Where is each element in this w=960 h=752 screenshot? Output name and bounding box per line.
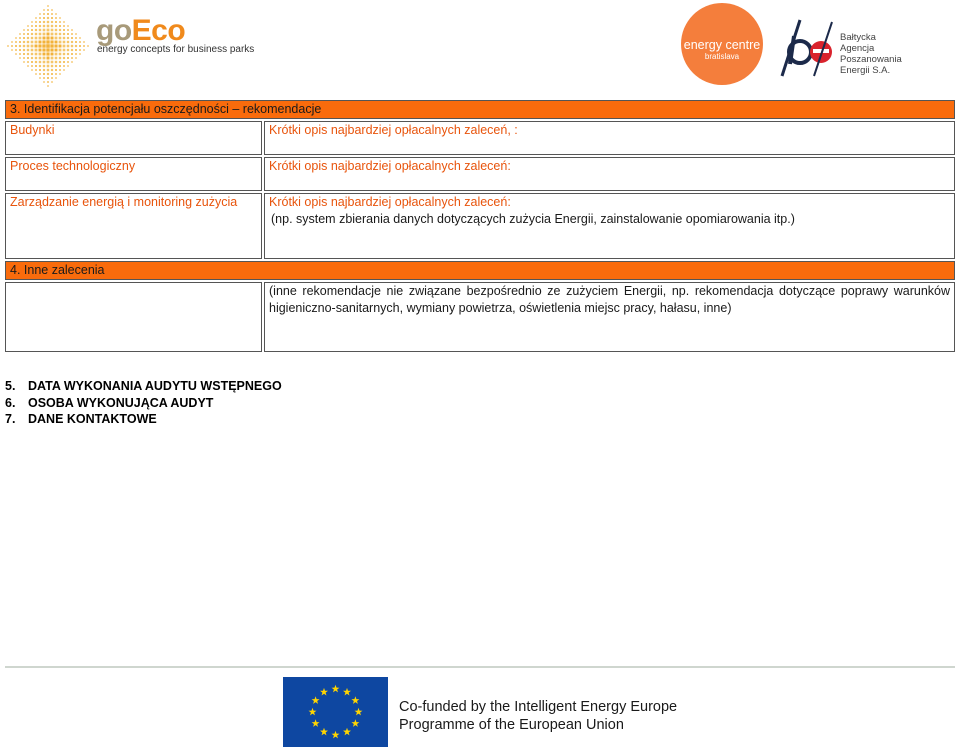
section-4-text: (inne rekomendacje nie związane bezpośrednio ze zużyciem Energii, np. rekomendacja dotyczące poprawy warunków higieniczno-sanitarnych, wymiany powietrza, oświetlenia miejsc pracy, hałasu, inne) (269, 284, 951, 315)
list-item-number: 6. (5, 395, 16, 410)
row-label-proces: Proces technologiczny (5, 157, 262, 191)
row-field-proces[interactable] (264, 157, 955, 191)
row-hint-proces: Krótki opis najbardziej opłacalnych zaleceń: (269, 159, 511, 173)
list-item-label: DATA WYKONANIA AUDYTU WSTĘPNEGO (28, 379, 282, 393)
eu-star-icon (320, 688, 328, 696)
bape-line-2: Agencja (840, 43, 875, 54)
energy-centre-title: energy centre (683, 38, 761, 52)
list-item-label: OSOBA WYKONUJĄCA AUDYT (28, 395, 214, 410)
list-item (5, 395, 282, 412)
goeco-diamond-icon (6, 4, 90, 88)
row-label-zarzadzanie: Zarządzanie energią i monitoring zużycia (5, 193, 262, 259)
list-item (5, 378, 282, 395)
row-hint-zarzadzanie: Krótki opis najbardziej opłacalnych zaleceń: (269, 195, 511, 209)
goeco-tagline: energy concepts for business parks (97, 44, 255, 55)
bape-line-3: Poszanowania (840, 54, 902, 65)
footer-divider (5, 666, 955, 668)
energy-centre-subtitle: bratislava (704, 52, 740, 61)
row-field-zarzadzanie[interactable] (264, 193, 955, 259)
goeco-logo-name (96, 14, 185, 48)
bape-line-1: Bałtycka (840, 32, 876, 43)
goeco-name-go: go (96, 14, 132, 47)
cofunding-statement (399, 698, 677, 734)
list-item-label: DANE KONTAKTOWE (28, 412, 157, 426)
eu-star-icon (312, 696, 320, 704)
eu-star-icon (320, 728, 328, 736)
section-4-field[interactable] (264, 282, 955, 352)
eu-star-icon (343, 688, 351, 696)
bape-logo-mark (778, 18, 834, 78)
bape-logo-text (840, 32, 902, 76)
audit-form-table (3, 98, 957, 354)
eu-star-icon (351, 696, 359, 704)
row-extra-zarzadzanie: (np. system zbierania danych dotyczących zużycia Energii, zainstalowanie opomiarowania itp.) (271, 212, 795, 226)
section-4-header: 4. Inne zalecenia (5, 261, 955, 280)
list-item (5, 411, 282, 428)
eu-star-icon (332, 685, 340, 693)
cofunding-line-1: Co-funded by the Intelligent Energy Europe (399, 699, 678, 715)
goeco-logo-mark (6, 4, 90, 88)
list-item-number: 5. (5, 379, 16, 393)
eu-star-icon (332, 731, 340, 739)
eu-star-icon (343, 728, 351, 736)
eu-star-icon (309, 708, 317, 716)
audit-info-list (5, 378, 282, 428)
section-3-header: 3. Identifikacja potencjału oszczędności – rekomendacje (5, 100, 955, 119)
eu-star-icon (355, 708, 363, 716)
bape-be-icon (778, 18, 834, 78)
list-item-number: 7. (5, 412, 16, 426)
eu-star-icon (312, 719, 320, 727)
goeco-name-eco: Eco (131, 14, 186, 47)
eu-stars-icon (283, 677, 388, 747)
bape-line-4: Energii S.A. (840, 65, 891, 76)
row-hint-budynki: Krótki opis najbardziej opłacalnych zaleceń, : (269, 123, 518, 137)
cofunding-line-2: Programme of the European Union (399, 717, 624, 733)
eu-star-icon (351, 719, 359, 727)
section-4-left-cell[interactable] (5, 282, 262, 352)
eu-flag-icon (283, 677, 388, 747)
row-label-budynki: Budynki (5, 121, 262, 155)
row-field-budynki[interactable] (264, 121, 955, 155)
